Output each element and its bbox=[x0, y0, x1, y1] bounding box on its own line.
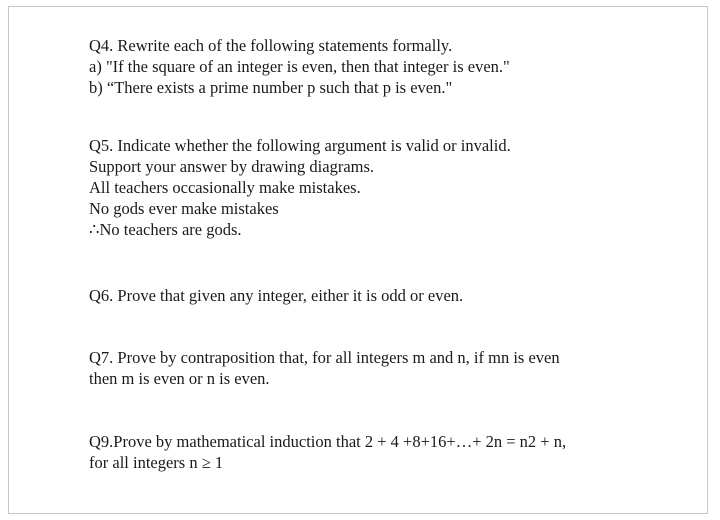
question-7-continuation: then m is even or n is even. bbox=[89, 369, 270, 388]
question-5-premise-1: All teachers occasionally make mistakes. bbox=[89, 178, 361, 197]
question-9-continuation: for all integers n ≥ 1 bbox=[89, 453, 224, 472]
question-5-premise-2: No gods ever make mistakes bbox=[89, 199, 279, 218]
question-9 bbox=[89, 431, 566, 473]
question-4-part-a: a) "If the square of an integer is even, then that integer is even." bbox=[89, 57, 510, 76]
question-4-title: Q4. Rewrite each of the following statements formally. bbox=[89, 36, 453, 55]
question-6 bbox=[89, 285, 463, 306]
question-5-conclusion: ∴No teachers are gods. bbox=[89, 220, 242, 239]
question-7 bbox=[89, 347, 560, 389]
question-4-part-b: b) “There exists a prime number p such that p is even." bbox=[89, 78, 453, 97]
question-6-title: Q6. Prove that given any integer, either it is odd or even. bbox=[89, 286, 464, 305]
question-4 bbox=[89, 35, 510, 98]
question-5-instruction: Support your answer by drawing diagrams. bbox=[89, 157, 375, 176]
question-7-title: Q7. Prove by contraposition that, for all integers m and n, if mn is even bbox=[89, 348, 560, 367]
question-5 bbox=[89, 135, 511, 240]
document-page bbox=[8, 6, 708, 514]
question-9-title: Q9.Prove by mathematical induction that 2 + 4 +8+16+…+ 2n = n2 + n, bbox=[89, 432, 567, 451]
question-5-title: Q5. Indicate whether the following argument is valid or invalid. bbox=[89, 136, 511, 155]
